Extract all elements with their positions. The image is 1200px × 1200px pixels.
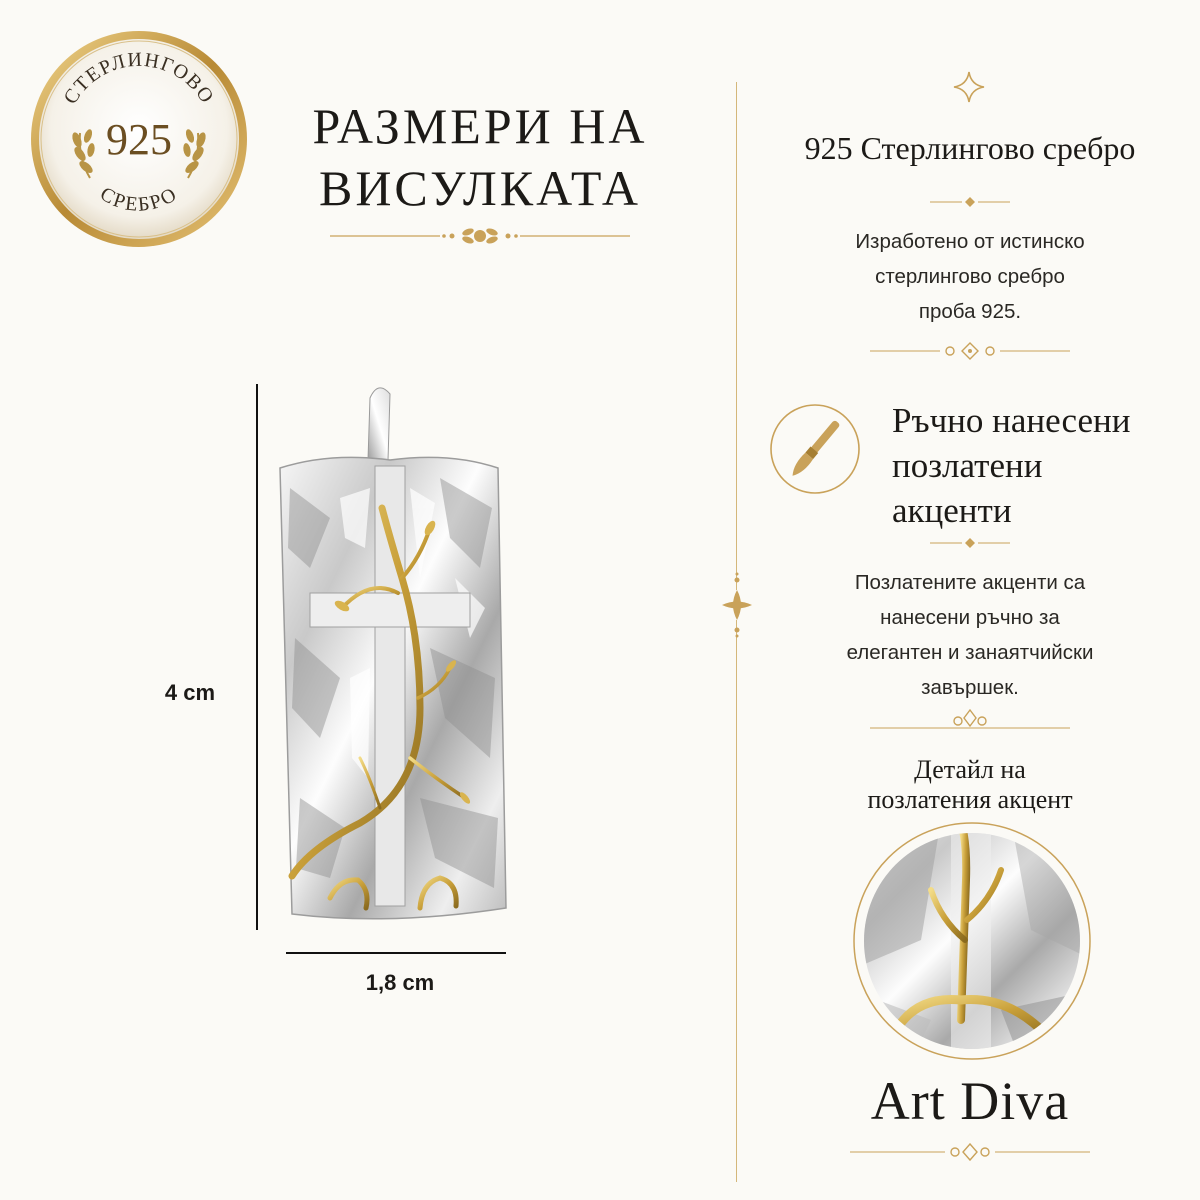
heading-line: акценти (892, 491, 1012, 530)
paintbrush-icon (768, 402, 862, 496)
sterling-silver-seal (28, 28, 250, 250)
seal-bottom-text: СРЕБРО (96, 182, 182, 216)
description-line: стерлингово сребро (875, 265, 1065, 288)
feature-heading-silver: 925 Стерлингово сребро (804, 130, 1136, 166)
description-line: Позлатените акценти са (854, 571, 1086, 594)
width-label: 1,8 cm (365, 970, 435, 995)
ornament-divider (870, 706, 1070, 736)
height-label: 4 cm (164, 680, 216, 705)
description-line: Изработено от истинско (855, 230, 1085, 253)
brand-ornament-divider (850, 1140, 1090, 1164)
height-dimension-line (256, 384, 258, 930)
heading-line: позлатения акцент (867, 785, 1073, 814)
detail-heading (770, 755, 1170, 815)
heading-line: Детайл на (914, 755, 1026, 784)
small-divider (930, 195, 1010, 209)
pendant-image (270, 378, 510, 938)
divider-ornament (720, 570, 754, 640)
title-ornament-divider (330, 224, 630, 248)
title-line-2: ВИСУЛКАТА (318, 160, 642, 216)
description-line: нанесени ръчно за (880, 606, 1060, 629)
description-line: проба 925. (918, 300, 1022, 323)
gilded-detail-closeup (851, 820, 1093, 1062)
brand-logo: Art Diva (870, 1071, 1070, 1131)
heading-line: Ръчно нанесени (892, 401, 1131, 440)
seal-top-text: СТЕРЛИНГОВО (59, 48, 219, 109)
title-line-1: РАЗМЕРИ НА (312, 98, 648, 154)
description-line: елегантен и занаятчийски (846, 641, 1094, 664)
seal-number: 925 (106, 115, 172, 164)
description-line: завършек. (921, 676, 1019, 699)
feature-heading-gilded (892, 398, 1192, 533)
page-title (270, 95, 690, 219)
sparkle-icon (952, 70, 986, 104)
ornament-divider (870, 340, 1070, 362)
small-divider (930, 536, 1010, 550)
feature-description-silver (770, 224, 1170, 329)
heading-line: позлатени (892, 446, 1043, 485)
width-dimension-line (286, 952, 506, 954)
feature-description-gilded (770, 565, 1170, 705)
